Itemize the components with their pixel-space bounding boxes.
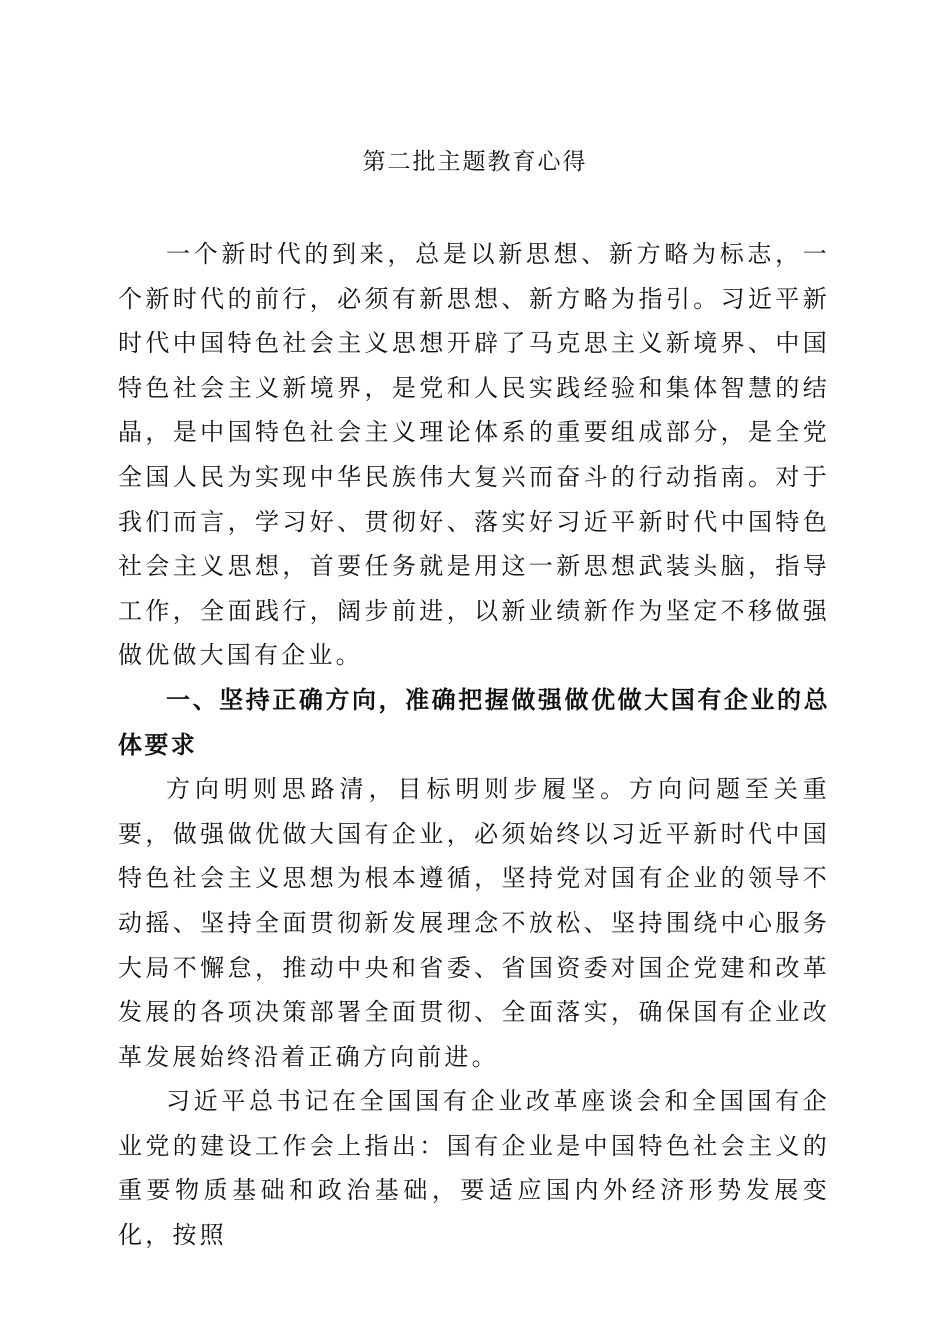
- section-heading-1: 一、坚持正确方向，准确把握做强做优做大国有企业的总体要求: [118, 685, 830, 759]
- intro-paragraph: 一个新时代的到来，总是以新思想、新方略为标志，一个新时代的前行，必须有新思想、新方略为指引。习近平新时代中国特色社会主义思想开辟了马克思主义新境界、中国特色社会主义新境界，是党和人民实践经验和集体智慧的结晶，是中国特色社会主义理论体系的重要组成部分，是全党全国人民为实现中华民族伟大复兴而奋斗的行动指南。对于我们而言，学习好、贯彻好、落实好习近平新时代中国特色社会主义思想，首要任务就是用这一新思想武装头脑，指导工作，全面践行，阔步前进，以新业绩新作为坚定不移做强做优做大国有企业。: [118, 240, 830, 670]
- section-1-paragraph-2: 习近平总书记在全国国有企业改革座谈会和全国国有企业党的建设工作会上指出：国有企业是中国特色社会主义的重要物质基础和政治基础，要适应国内外经济形势发展变化，按照: [118, 1087, 830, 1250]
- section-1-paragraph-1: 方向明则思路清，目标明则步履坚。方向问题至关重要，做强做优做大国有企业，必须始终以习近平新时代中国特色社会主义思想为根本遵循，坚持党对国有企业的领导不动摇、坚持全面贯彻新发展理念不放松、坚持围绕中心服务大局不懈怠，推动中央和省委、省国资委对国企党建和改革发展的各项决策部署全面贯彻、全面落实，确保国有企业改革发展始终沿着正确方向前进。: [118, 775, 830, 1071]
- document-body: [118, 232, 830, 1258]
- document-title: 第二批主题教育心得: [362, 149, 588, 175]
